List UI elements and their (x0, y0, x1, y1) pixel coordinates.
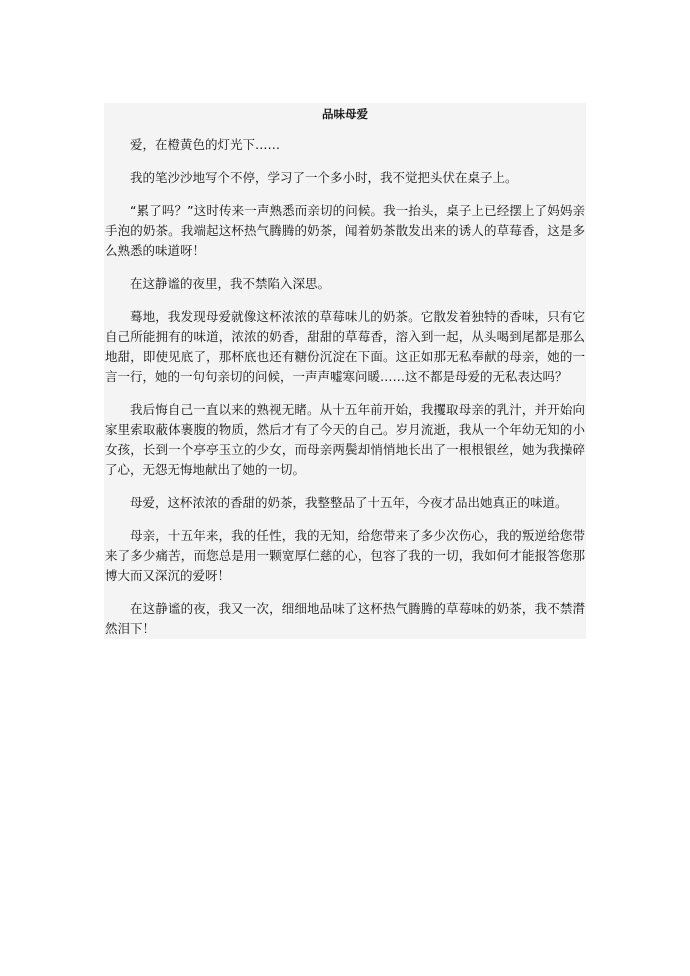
article-paragraph-9: 在这静谧的夜，我又一次，细细地品味了这杯热气腾腾的草莓味的奶茶，我不禁潸然泪下！ (105, 601, 585, 636)
article-paragraph-6: 我后悔自己一直以来的熟视无睹。从十五年前开始，我攫取母亲的乳汁，并开始向家里索取蔽体裹腹的物质，然后才有了今天的自己。岁月流逝，我从一个年幼无知的小女孩，长到一个亭亭玉立的少女，而母亲两鬓却悄悄地长出了一根根银丝，她为我操碎了心，无怨无悔地献出了她的一切。 (105, 402, 585, 477)
article-title: 品味母爱 (322, 107, 368, 121)
article-paragraph-3: “累了吗？”这时传来一声熟悉而亲切的问候。我一抬头，桌子上已经摆上了妈妈亲手泡的奶茶。我端起这杯热气腾腾的奶茶，闻着奶茶散发出来的诱人的草莓香，这是多么熟悉的味道呀！ (105, 203, 585, 258)
article-paragraph-8: 母亲，十五年来，我的任性，我的无知，给您带来了多少次伤心，我的叛逆给您带来了多少痛苦，而您总是用一颗宽厚仁慈的心，包容了我的一切，我如何才能报答您那博大而又深沉的爱呀！ (105, 528, 585, 583)
article-paragraph-2: 我的笔沙沙地写个不停，学习了一个多小时，我不觉把头伏在桌子上。 (130, 170, 518, 185)
article-paragraph-1: 爱，在橙黄色的灯光下…… (130, 137, 281, 152)
article-paragraph-5: 蓦地，我发现母爱就像这杯浓浓的草莓味儿的奶茶。它散发着独特的香味，只有它自己所能拥有的味道，浓浓的奶香，甜甜的草莓香，溶入到一起，从头喝到尾都是那么地甜，即使见底了，那杯底也还有糖份沉淀在下面。这正如那无私奉献的母亲，她的一言一行，她的一句句亲切的问候，一声声嘘寒问暖……这不都是母爱的无私表达吗？ (105, 309, 585, 384)
article-paragraph-4: 在这静谧的夜里，我不禁陷入深思。 (130, 276, 331, 291)
article-paragraph-7: 母爱，这杯浓浓的香甜的奶茶，我整整品了十五年，今夜才品出她真正的味道。 (130, 495, 568, 510)
article-body (104, 103, 586, 639)
